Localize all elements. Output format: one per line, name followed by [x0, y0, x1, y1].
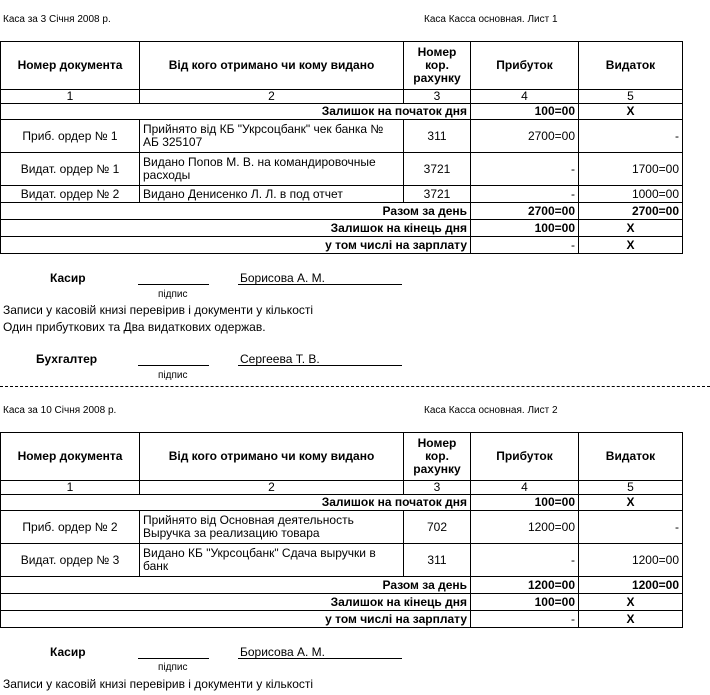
header-who: Від кого отримано чи кому видано [140, 433, 404, 481]
accountant-label: Бухгалтер [36, 352, 98, 366]
salary-income: - [471, 611, 579, 628]
header-income: Прибуток [471, 42, 579, 90]
cashier-label: Касир [50, 271, 86, 285]
sheet1-cash-table [0, 41, 683, 254]
expense-value: 1200=00 [579, 544, 683, 577]
day-total-expense: 2700=00 [579, 203, 683, 220]
closing-income: 100=00 [471, 594, 579, 611]
doc-description: Видано Попов М. В. на командировочные расходы [140, 153, 404, 186]
opening-income: 100=00 [471, 495, 579, 511]
closing-expense: X [579, 220, 683, 237]
expense-value: - [579, 511, 683, 544]
header-doc: Номер документа [1, 42, 140, 90]
salary-income: - [471, 237, 579, 254]
table-row [1, 153, 683, 186]
day-total-row [1, 577, 683, 594]
cashier-sign-caption: підпис [158, 289, 188, 300]
accountant-name: Сергеева Т. В. [240, 352, 320, 366]
closing-balance-row [1, 220, 683, 237]
table-row [1, 120, 683, 153]
verification-note-line: Записи у касовій книзі перевірив і документи у кількості [3, 677, 314, 691]
sheet2-cash-table [0, 432, 683, 628]
header-income: Прибуток [471, 433, 579, 481]
col-number: 4 [471, 481, 579, 495]
sheet1-date-line: Каса за 3 Січня 2008 р. [3, 14, 111, 25]
sheet2-sheet-line: Каса Касса основная. Лист 2 [424, 405, 558, 416]
doc-description: Прийнято від Основная деятельность Выручка за реализацию товара [140, 511, 404, 544]
header-expense: Видаток [579, 433, 683, 481]
table-header-row [1, 433, 683, 481]
cashier-sign-caption: підпис [158, 662, 188, 673]
expense-value: 1700=00 [579, 153, 683, 186]
col-number: 5 [579, 90, 683, 104]
cashier-signature-line [138, 658, 209, 659]
salary-label: у том числі на зарплату [1, 237, 471, 254]
doc-description: Видано Денисенко Л. Л. в под отчет [140, 186, 404, 203]
header-expense: Видаток [579, 42, 683, 90]
table-row [1, 511, 683, 544]
table-header-row [1, 42, 683, 90]
salary-row [1, 611, 683, 628]
opening-balance-row [1, 495, 683, 511]
closing-label: Залишок на кінець дня [1, 220, 471, 237]
doc-number: Видат. ордер № 1 [1, 153, 140, 186]
col-number: 4 [471, 90, 579, 104]
column-number-row [1, 481, 683, 495]
opening-balance-row [1, 104, 683, 120]
accountant-sign-caption: підпис [158, 370, 188, 381]
doc-description: Прийнято від КБ "Укрсоцбанк" чек банка № АБ 325107 [140, 120, 404, 153]
day-total-label: Разом за день [1, 203, 471, 220]
col-number: 5 [579, 481, 683, 495]
corr-account: 3721 [404, 186, 471, 203]
corr-account: 3721 [404, 153, 471, 186]
cashier-name: Борисова А. М. [240, 645, 325, 659]
closing-balance-row [1, 594, 683, 611]
income-value: - [471, 544, 579, 577]
salary-label: у том числі на зарплату [1, 611, 471, 628]
opening-income: 100=00 [471, 104, 579, 120]
opening-label: Залишок на початок дня [1, 104, 471, 120]
day-total-income: 2700=00 [471, 203, 579, 220]
doc-description: Видано КБ "Укрсоцбанк" Сдача выручки в банк [140, 544, 404, 577]
closing-expense: X [579, 594, 683, 611]
corr-account: 702 [404, 511, 471, 544]
day-total-row [1, 203, 683, 220]
salary-row [1, 237, 683, 254]
col-number: 3 [404, 481, 471, 495]
expense-value: 1000=00 [579, 186, 683, 203]
accountant-name-line [238, 365, 402, 366]
salary-expense: X [579, 237, 683, 254]
col-number: 3 [404, 90, 471, 104]
col-number: 2 [140, 90, 404, 104]
doc-number: Видат. ордер № 3 [1, 544, 140, 577]
income-value: - [471, 186, 579, 203]
header-acct: Номер кор. рахунку [404, 433, 471, 481]
sheet1-sheet-line: Каса Касса основная. Лист 1 [424, 14, 558, 25]
opening-expense: X [579, 495, 683, 511]
col-number: 1 [1, 90, 140, 104]
doc-number: Приб. ордер № 1 [1, 120, 140, 153]
col-number: 1 [1, 481, 140, 495]
corr-account: 311 [404, 120, 471, 153]
income-value: - [471, 153, 579, 186]
cashier-name-line [238, 284, 402, 285]
verification-note-line: Записи у касовій книзі перевірив і документи у кількості [3, 303, 314, 317]
doc-number: Видат. ордер № 2 [1, 186, 140, 203]
header-acct: Номер кор. рахунку [404, 42, 471, 90]
income-value: 2700=00 [471, 120, 579, 153]
cashier-name-line [238, 658, 402, 659]
day-total-income: 1200=00 [471, 577, 579, 594]
header-who: Від кого отримано чи кому видано [140, 42, 404, 90]
corr-account: 311 [404, 544, 471, 577]
header-doc: Номер документа [1, 433, 140, 481]
sheet2-date-line: Каса за 10 Січня 2008 р. [3, 405, 117, 416]
col-number: 2 [140, 481, 404, 495]
page-separator [0, 386, 710, 387]
doc-number: Приб. ордер № 2 [1, 511, 140, 544]
closing-income: 100=00 [471, 220, 579, 237]
closing-label: Залишок на кінець дня [1, 594, 471, 611]
cashier-label: Касир [50, 645, 86, 659]
opening-expense: X [579, 104, 683, 120]
table-row [1, 186, 683, 203]
cashier-name: Борисова А. М. [240, 271, 325, 285]
day-total-expense: 1200=00 [579, 577, 683, 594]
column-number-row [1, 90, 683, 104]
income-value: 1200=00 [471, 511, 579, 544]
expense-value: - [579, 120, 683, 153]
cashier-signature-line [138, 284, 209, 285]
accountant-signature-line [138, 365, 209, 366]
salary-expense: X [579, 611, 683, 628]
opening-label: Залишок на початок дня [1, 495, 471, 511]
verification-note-line: Один прибуткових та Два видаткових одержав. [3, 320, 266, 334]
day-total-label: Разом за день [1, 577, 471, 594]
table-row [1, 544, 683, 577]
